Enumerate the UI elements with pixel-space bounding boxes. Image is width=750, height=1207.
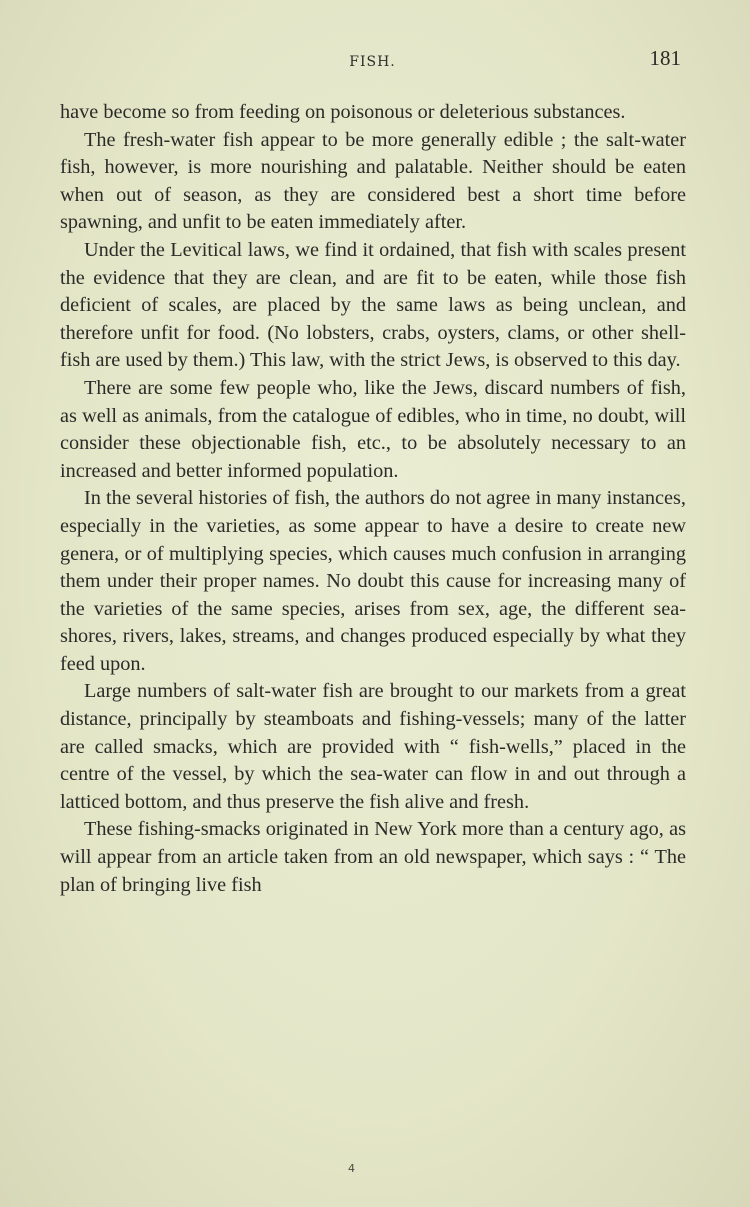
paragraph-salt-water-markets: Large numbers of salt-water fish are brought to our markets from a great distance, principally by steamboats and fishing-vessels; many of the latter are called smacks, which are provided with “ fish-wells,” placed in the centre of the vessel, by which the sea-water can flow in and out through a latticed bottom, and thus preserve the fish alive and fresh. bbox=[60, 680, 686, 813]
paragraph-histories-of-fish: In the several histories of fish, the authors do not agree in many instances, especially in the varieties, as some appear to have a desire to create new genera, or of multiplying species, which causes much confusion in arranging them under their proper names. No doubt this cause for increasing many of the varieties of the same species, arises from sex, age, the different sea-shores, rivers, lakes, streams, and changes produced especially by what they feed upon. bbox=[60, 487, 686, 675]
page-header bbox=[60, 46, 685, 76]
page-number: 181 bbox=[649, 46, 681, 70]
footer-mark: 4 bbox=[348, 1162, 355, 1175]
running-head: FISH. bbox=[349, 54, 396, 70]
body-text bbox=[60, 99, 686, 899]
paragraph-continuation: have become so from feeding on poisonous or deleterious substances. bbox=[60, 101, 626, 123]
paragraph-discard-fish: There are some few people who, like the Jews, discard numbers of fish, as well as animals, from the catalogue of edibles, who in time, no doubt, will consider these objectionable fish, etc., to be absolutely necessary to an increased and better informed population. bbox=[60, 376, 686, 482]
paragraph-fishing-smacks: These fishing-smacks originated in New York more than a century ago, as will appear from an article taken from an old newspaper, which says : “ The plan of bringing live fish bbox=[60, 818, 686, 896]
paragraph-fresh-water-fish: The fresh-water fish appear to be more generally edible ; the salt-water fish, however, is more nourishing and palatable. Neither should be eaten when out of season, as they are considered best a short time before spawning, and unfit to be eaten immediately after. bbox=[60, 128, 686, 234]
paragraph-levitical-laws: Under the Levitical laws, we find it ordained, that fish with scales present the evidence that they are clean, and are fit to be eaten, while those fish deficient of scales, are placed by the same laws as being unclean, and therefore unfit for food. (No lobsters, crabs, oysters, clams, or other shell-fish are used by them.) This law, with the strict Jews, is observed to this day. bbox=[60, 238, 686, 372]
